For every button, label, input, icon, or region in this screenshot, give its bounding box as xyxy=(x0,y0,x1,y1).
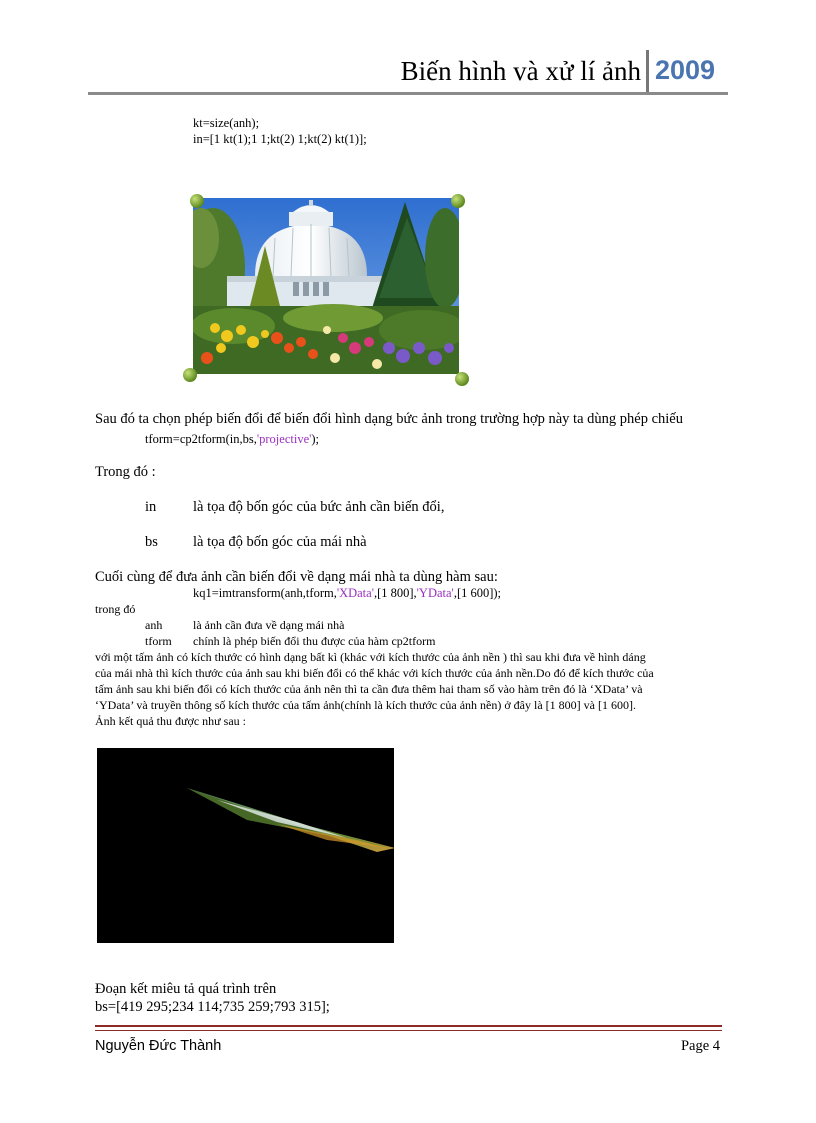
code-line-imtransform: kq1=imtransform(anh,tform,'XData',[1 800],'YData',[1 600]); xyxy=(193,586,502,600)
corner-marker-bottom-right xyxy=(455,372,469,386)
paragraph-summary: Đoạn kết miêu tả quá trình trên xyxy=(95,981,277,997)
paragraph-imtransform: Cuối cùng để đưa ảnh cần biến đổi về dạng mái nhà ta dùng hàm sau: xyxy=(95,569,498,585)
def2-desc-tform: chính là phép biến đổi thu được của hàm cp2tform xyxy=(193,634,436,648)
def-term-bs: bs xyxy=(145,534,158,550)
footer-author: Nguyễn Đức Thành xyxy=(95,1038,222,1054)
conservatory-photo xyxy=(193,198,459,374)
corner-marker-top-left xyxy=(190,194,204,208)
code-line-bs: bs=[419 295;234 114;735 259;793 315]; xyxy=(95,999,330,1015)
code-line-in: in=[1 kt(1);1 1;kt(2) 1;kt(2) kt(1)]; xyxy=(193,132,367,146)
corner-marker-bottom-left xyxy=(183,368,197,382)
header-title: Biến hình và xử lí ảnh xyxy=(400,56,641,86)
header-rule xyxy=(88,92,728,95)
where-label: Trong đó : xyxy=(95,464,156,480)
conservatory-illustration xyxy=(193,198,459,374)
code-line-tform: tform=cp2tform(in,bs,'projective'); xyxy=(145,432,320,446)
result-image xyxy=(97,748,394,943)
code-line-size: kt=size(anh); xyxy=(193,116,260,130)
paragraph-explain-line-2: của mái nhà thì kích thước của ảnh sau khi biến đổi có thể khác với kích thước của ảnh nền.Do đó để kích thước của xyxy=(95,666,654,680)
warped-photo-illustration xyxy=(97,748,394,943)
def2-desc-anh: là ảnh cần đưa về dạng mái nhà xyxy=(193,618,345,632)
paragraph-explain-line-1: với một tấm ảnh có kích thước có hình dạng bất kì (khác với kích thước của ảnh nền ) thì sau khi đưa về hình dáng xyxy=(95,650,646,664)
paragraph-explain-line-3: tấm ảnh sau khi biến đổi có kích thước của ảnh nên thì ta cần đưa thêm hai tham số vào hàm trên đó là ‘XData’ và xyxy=(95,682,643,696)
def-term-in: in xyxy=(145,499,157,515)
header-separator xyxy=(646,50,649,94)
def2-term-anh: anh xyxy=(145,618,163,632)
def-desc-bs: là tọa độ bốn góc của mái nhà xyxy=(193,534,367,550)
header-year: 2009 xyxy=(655,55,716,85)
corner-marker-top-right xyxy=(451,194,465,208)
paragraph-projective: Sau đó ta chọn phép biến đổi để biến đổi hình dạng bức ảnh trong trường hợp này ta dùng phép chiếu xyxy=(95,411,683,427)
footer-rule-thick xyxy=(95,1025,722,1027)
paragraph-explain-line-5: Ảnh kết quả thu được như sau : xyxy=(95,714,246,728)
paragraph-explain-line-4: ‘YData’ và truyền thông số kích thước của tấm ảnh(chính là kích thước của ảnh nền) ở đây là [1 800] và [1 600]. xyxy=(95,698,636,712)
where2-label: trong đó xyxy=(95,602,136,616)
def-desc-in: là tọa độ bốn góc của bức ảnh cần biến đổi, xyxy=(193,499,445,515)
def2-term-tform: tform xyxy=(145,634,172,648)
footer-page-number: Page 4 xyxy=(680,1038,720,1054)
footer-rule-thin xyxy=(95,1030,722,1031)
